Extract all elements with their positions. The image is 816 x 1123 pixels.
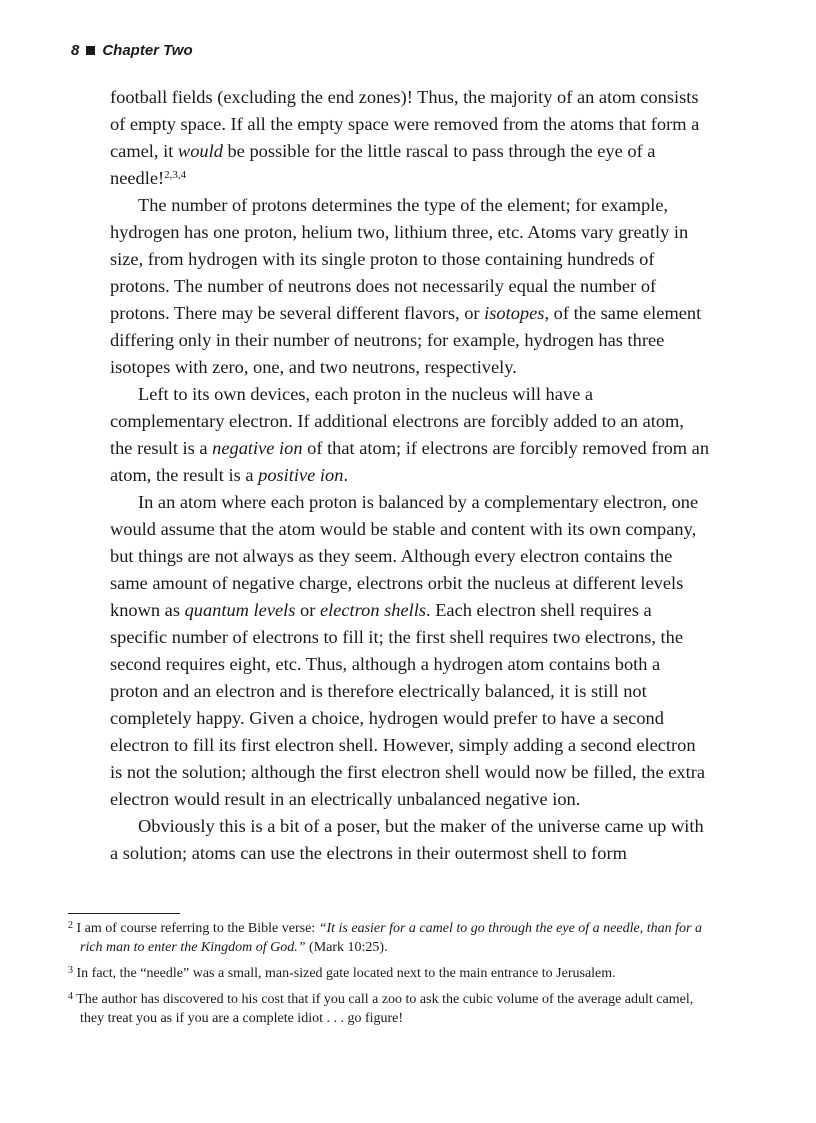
footnote-2 [68,919,718,957]
text-run: Obviously this is a bit of a poser, but the maker of the universe came up with a solution; atoms can use the electrons in their outermost shell to form [110,816,704,863]
text-run: . [343,465,349,485]
emphasis: isotopes [484,303,545,323]
emphasis: electron shells [319,600,426,620]
text-run: The number of protons determines the type of the element; for example, hydrogen has one proton, helium two, lithium three, etc. Atoms vary greatly in size, from hydrogen with its single proton to those containing hundreds of protons. The number of neutrons does not necessarily equal the number of protons. There may be several different flavors, or [110,195,689,323]
text-run: In fact, the “needle” was a small, man-sized gate located next to the main entrance to Jerusalem. [76,966,616,981]
running-head [71,42,193,59]
text-run: In an atom where each proton is balanced by a complementary electron, one would assume that the atom would be stable and content with its own company, but things are not always as they seem. Although every electron contains the same amount of negative charge, electrons orbit the nucleus at different levels known as [110,492,699,620]
text-run: Left to its own devices, each proton in the nucleus will have a complementary electron. If additional electrons are forcibly added to an atom, the result is a [110,384,684,458]
emphasis: would [177,141,223,161]
footnotes [68,919,718,1035]
footnote-reference[interactable]: 2,3,4 [164,169,187,181]
text-run: football fields (excluding the end zones)! Thus, the majority of an atom consists of empty space. If all the empty space were removed from the atoms that form a camel, it [110,87,700,161]
text-run: The author has discovered to his cost that if you call a zoo to ask the cubic volume of the average adult camel, they treat you as if you are a complete idiot . . . go figure! [76,992,694,1026]
emphasis: negative ion [212,438,303,458]
paragraph-3 [110,381,710,489]
footnote-number: 4 [68,991,73,1002]
text-run: of that atom; if electrons are forcibly removed from an atom, the result is a [110,438,710,485]
footnote-3 [68,964,718,983]
footnote-number: 3 [68,965,73,976]
text-run: (Mark 10:25). [305,940,388,955]
emphasis: quantum levels [184,600,296,620]
footnote-divider [68,913,180,914]
text-run: or [295,600,320,620]
text-run: be possible for the little rascal to pass through the eye of a needle! [110,141,656,188]
bible-quote: “It is easier for a camel to go through the eye of a needle, than for a rich man to enter the Kingdom of God.” [80,921,702,955]
paragraph-4 [110,489,710,813]
emphasis: positive ion [258,465,344,485]
paragraph-5 [110,813,710,867]
footnote-4 [68,990,718,1028]
page-number: 8 [71,42,80,59]
body-text [110,84,710,867]
paragraph-2 [110,192,710,381]
paragraph-1 [110,84,710,192]
text-run: . Each electron shell requires a specific number of electrons to fill it; the first shell requires two electrons, the second requires eight, etc. Thus, although a hydrogen atom contains both a proton and an electron and is therefore electrically balanced, it is still not completely happy. Given a choice, hydrogen would prefer to have a second electron to fill its first electron shell. However, simply adding a second electron is not the solution; although the first electron shell would now be filled, the extra electron would result in an electrically unbalanced negative ion. [110,600,706,809]
text-run: I am of course referring to the Bible verse: [76,921,319,936]
text-run: , of the same element differing only in their number of neutrons; for example, hydrogen has three isotopes with zero, one, and two neutrons, respectively. [110,303,702,377]
footnote-number: 2 [68,920,73,931]
chapter-title: Chapter Two [102,42,193,59]
square-bullet-icon [86,46,95,55]
